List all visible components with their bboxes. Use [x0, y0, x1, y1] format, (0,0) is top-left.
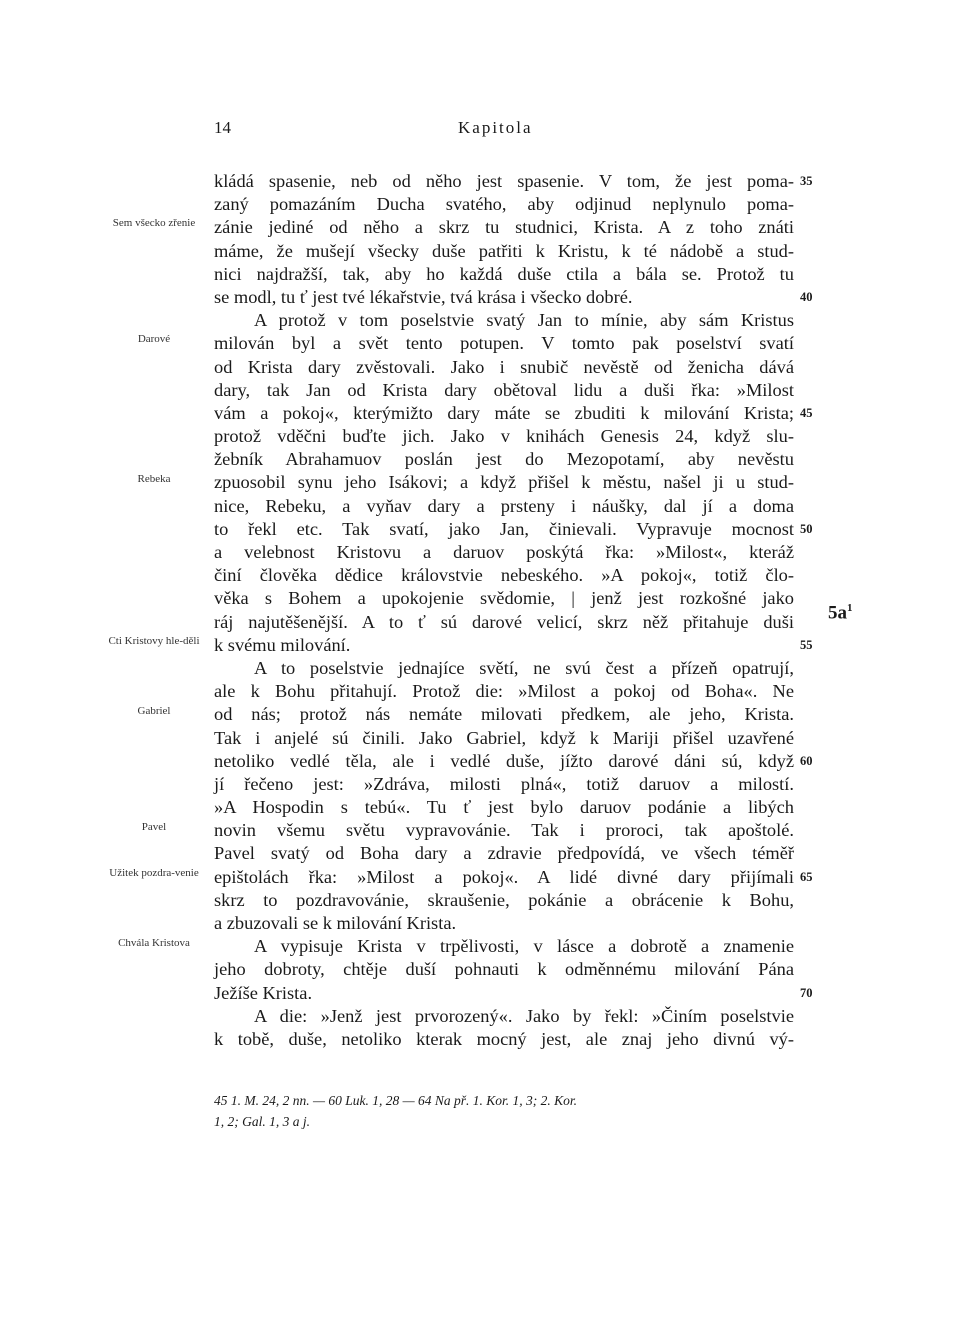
text-line: Pavel svatý od Boha dary a zdravie předpovídá, ve všech téměř [214, 843, 794, 864]
text-line: A vypisuje Krista v trpělivosti, v lásce a dobrotě a znamenie [254, 936, 794, 957]
text-line: A protož v tom poselstvie svatý Jan to mínie, aby sám Kristus [254, 310, 794, 331]
footnote-line: 45 1. M. 24, 2 nn. — 60 Luk. 1, 28 — 64 Na př. 1. Kor. 1, 3; 2. Kor. [214, 1093, 578, 1108]
margin-note: Užitek pozdra-venie [109, 867, 199, 879]
text-line: protož vděčni buďte jich. Jako v knihách Genesis 24, když slu- [214, 426, 794, 447]
line-number: 60 [800, 754, 813, 768]
text-line: novin všemu světu vypravovánie. Tak i proroci, tak apoštolé. [214, 820, 794, 841]
text-line: zaný pomazáním Ducha svatého, aby odjinud neplynulo poma- [214, 194, 794, 215]
folio-marker-sup: 1 [847, 602, 853, 614]
line-number: 35 [800, 174, 813, 188]
text-line: zánie jediné od něho a skrz tu studnici, Krista. A z toho znáti [214, 217, 794, 238]
line-number: 40 [800, 290, 813, 304]
text-line: epištolách řka: »Milost a pokoj«. A lidé divné dary přijímali [214, 866, 794, 887]
text-line: zpuosobil synu jeho Isákovi; a když přišel k městu, našel ji u stud- [214, 472, 794, 493]
margin-note: Chvála Kristova [118, 936, 190, 949]
line-number: 55 [800, 638, 813, 652]
main-text [214, 170, 794, 1051]
text-line: vám a pokoj«, kterýmižto dary máte se zbuditi k milování Krista; [214, 402, 794, 423]
line-number: 70 [800, 986, 813, 1000]
text-line: k svému milování. [214, 634, 351, 655]
text-line: kládá spasenie, neb od něho jest spasenie. V tom, že jest poma- [214, 171, 794, 191]
folio-marker-main: 5a [828, 602, 847, 624]
footnotes [214, 1090, 794, 1132]
page-number: 14 [214, 118, 231, 137]
line-number: 45 [800, 406, 813, 420]
text-line: od Krista dary zvěstovali. Jako i snubič nevěstě od ženicha dává [214, 356, 794, 377]
text-line: A die: »Jenž jest prvorozený«. Jako by řekl: »Činím poselstvie [254, 1005, 794, 1026]
margin-note: Sem všecko zřenie [112, 217, 196, 230]
text-line: Tak i anjelé sú činili. Jako Gabriel, když k Mariji přišel uzavřené [214, 727, 794, 748]
text-line: a velebnost Kristovu a daruov poskýtá řka: »Milost«, kteráž [214, 542, 794, 562]
text-line: jeho dobroty, chtěje duší pohnauti k odměnnému milování Pána [214, 959, 794, 980]
line-number: 65 [800, 870, 813, 884]
footnote-line: 1, 2; Gal. 1, 3 a j. [214, 1114, 310, 1129]
text-line: skrz to pozdravovánie, skraušenie, pokánie a obrácenie k Bohu, [214, 889, 794, 910]
text-line: jí řečeno jest: »Zdráva, milosti plná«, totiž daruov a milostí. [214, 773, 794, 794]
margin-note: Gabriel [137, 704, 171, 717]
text-line: nici najdražší, tak, aby ho každá duše ctila a bála se. Protož tu [214, 263, 794, 284]
page-header [0, 118, 960, 144]
text-line: milován byl a svět tento potupen. V tomto pak poselství svatí [214, 333, 794, 354]
text-line: to řekl etc. Tak svatí, jako Jan, činievali. Vypravuje mocnost [214, 518, 794, 539]
text-line: netoliko vedlé těla, ale i vedlé duše, jížto darové dáni sú, když [214, 750, 794, 771]
text-line: a zbuzovali se k milování Krista. [214, 913, 457, 933]
text-line: ale k Bohu přitahují. Protož die: »Milost a pokoj od Boha«. Ne [214, 681, 794, 702]
text-line: věka s Bohem a upokojenie svědomie, | jenž jest rozkošné jako [214, 588, 794, 609]
running-title: Kapitola [458, 118, 533, 137]
text-line: Ježíše Krista. [214, 982, 313, 1003]
text-line: máme, že mušejí všecky duše patřiti k Kristu, k té nádobě a stud- [214, 240, 794, 261]
text-line: A to poselstvie jednajíce světí, ne svú čest a přízeň opatrují, [254, 657, 794, 678]
text-line: k tobě, duše, netoliko kterak mocný jest, ale znaj jeho divnú vý- [214, 1028, 794, 1049]
margin-note: Darové [137, 333, 171, 346]
text-line: »A Hospodin s tebú«. Tu ť jest bylo daruov podánie a libých [214, 797, 794, 818]
text-line: ráj najutěšenější. A to ť sú darové velicí, skrz něž přitahuje duši [214, 611, 794, 632]
margin-note: Cti Kristovy hle-děli [108, 635, 200, 647]
text-line: dary, tak Jan od Krista dary obětoval lidu a duši řka: »Milost [214, 379, 794, 400]
text-line: od nás; protož nás nemáte milovati předkem, ale jeho, Krista. [214, 704, 794, 725]
text-line: činí člověka dědice královstvie nebeského. »A pokoj«, totiž člo- [214, 565, 794, 586]
margin-note: Pavel [141, 820, 167, 833]
text-line: se modl, tu ť jest tvé lékařstvie, tvá krása i všecko dobré. [214, 286, 633, 307]
text-line: nice, Rebeku, a vyňav dary a prsteny i náušky, dal jí a doma [214, 495, 794, 516]
margin-note: Rebeka [137, 472, 171, 485]
folio-marker [828, 602, 853, 624]
text-line: žebník Abrahamuov poslán jest do Mezopotamí, aby nevěstu [214, 449, 794, 470]
line-number: 50 [800, 522, 813, 536]
